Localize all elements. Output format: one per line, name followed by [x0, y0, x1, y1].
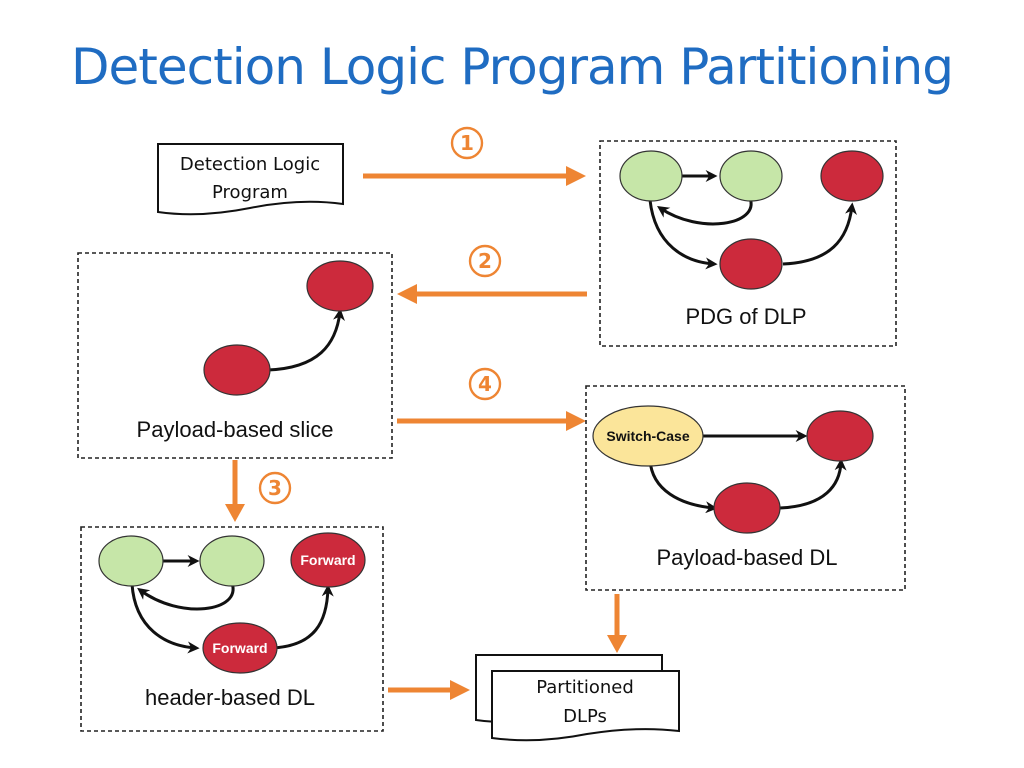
input-document: [158, 144, 343, 214]
input-doc-line1: Detection Logic: [179, 154, 321, 175]
slice-node-red-1: [307, 261, 373, 311]
payload-dl-caption: Payload-based DL: [656, 545, 838, 570]
header-node-green-1: [99, 536, 163, 586]
step1-arrow: [363, 166, 586, 186]
step1-number: [452, 128, 482, 158]
step2-number: [470, 246, 500, 276]
pdg-node-red-1: [821, 151, 883, 201]
pdg-node-green-1: [620, 151, 682, 201]
step4-arrow: [397, 411, 586, 431]
payload-dl-node-red-2: [714, 483, 780, 533]
header-dl-box: [81, 527, 383, 731]
header-node-green-2: [200, 536, 264, 586]
step4-number: [470, 369, 500, 399]
page-title: Detection Logic Program Partitioning: [71, 38, 953, 96]
forward-label-1: Forward: [300, 552, 356, 568]
payload-slice-box: [78, 253, 392, 458]
header-dl-caption: header-based DL: [144, 685, 316, 710]
input-doc-line2: Program: [212, 182, 288, 203]
svg-text:4: 4: [478, 372, 492, 396]
slice-node-red-2: [204, 345, 270, 395]
output-document: [476, 655, 679, 740]
svg-text:1: 1: [460, 131, 474, 155]
payload-dl-box: [586, 386, 905, 590]
svg-text:2: 2: [478, 249, 492, 273]
svg-text:3: 3: [268, 476, 282, 500]
pdg-caption: PDG of DLP: [685, 304, 807, 329]
switch-case-label: Switch-Case: [606, 428, 690, 444]
payload-to-output-arrow: [607, 594, 627, 653]
output-doc-line2: DLPs: [563, 706, 607, 727]
step3-arrow: [225, 460, 245, 522]
step3-number: [260, 473, 290, 503]
payload-dl-node-red-1: [807, 411, 873, 461]
output-doc-line1: Partitioned: [536, 677, 634, 698]
step2-arrow: [397, 284, 587, 304]
header-to-output-arrow: [388, 680, 470, 700]
pdg-box: [600, 141, 896, 346]
slice-caption: Payload-based slice: [136, 417, 334, 442]
forward-label-2: Forward: [212, 640, 268, 656]
pdg-node-green-2: [720, 151, 782, 201]
pdg-node-red-2: [720, 239, 782, 289]
